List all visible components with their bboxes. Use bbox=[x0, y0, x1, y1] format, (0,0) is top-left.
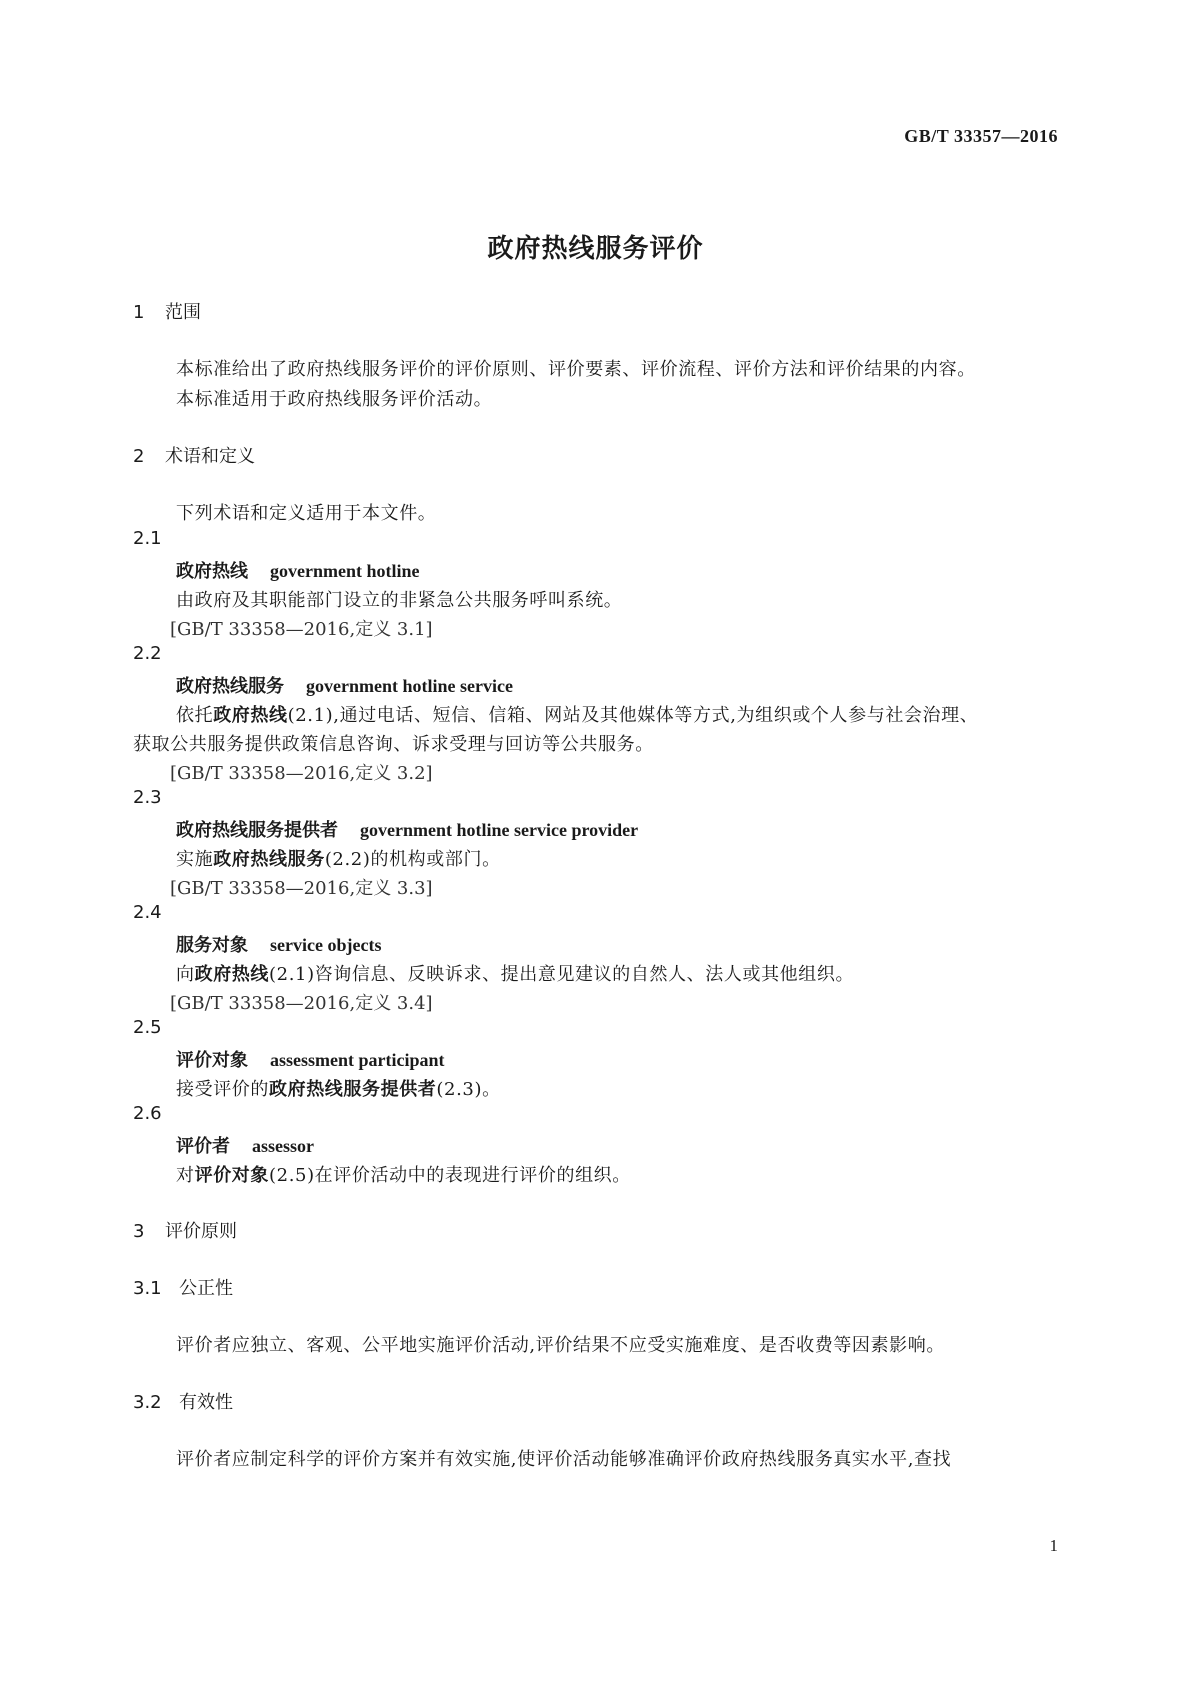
subsection-number: 3.1 bbox=[133, 1278, 162, 1299]
section-title: 评价原则 bbox=[165, 1221, 237, 1242]
term-definition-continued: 获取公共服务提供政策信息咨询、诉求受理与回访等公共服务。 bbox=[133, 734, 654, 755]
section-3-heading bbox=[133, 1217, 237, 1243]
term-entry bbox=[176, 931, 381, 957]
term-crossref: 政府热线服务提供者 bbox=[269, 1079, 437, 1100]
subsection-number: 3.2 bbox=[133, 1392, 162, 1413]
term-reference: [GB/T 33358—2016,定义 3.1] bbox=[170, 619, 433, 640]
term-definition bbox=[176, 1161, 631, 1187]
subsection-3-2-heading bbox=[133, 1388, 233, 1414]
clause-number: 2.3 bbox=[133, 787, 162, 808]
term-crossref: 评价对象 bbox=[194, 1165, 270, 1186]
clause-number: 2.6 bbox=[133, 1103, 162, 1124]
term-en: government hotline service provider bbox=[360, 820, 639, 840]
term-reference: [GB/T 33358—2016,定义 3.2] bbox=[170, 763, 433, 784]
term-reference: [GB/T 33358—2016,定义 3.4] bbox=[170, 993, 433, 1014]
term-definition bbox=[176, 701, 978, 727]
text: 向 bbox=[176, 964, 195, 985]
text: (2.3)。 bbox=[436, 1079, 501, 1100]
term-en: assessment participant bbox=[270, 1050, 445, 1070]
page-number: 1 bbox=[1049, 1536, 1058, 1555]
paragraph: 评价者应独立、客观、公平地实施评价活动,评价结果不应受实施难度、是否收费等因素影响。 bbox=[176, 1335, 945, 1356]
section-number: 2 bbox=[133, 446, 145, 467]
term-definition bbox=[176, 1075, 501, 1101]
term-crossref: 政府热线 bbox=[213, 705, 288, 726]
term-zh: 评价对象 bbox=[176, 1050, 248, 1071]
section-title: 术语和定义 bbox=[165, 446, 255, 467]
term-en: assessor bbox=[252, 1136, 314, 1156]
section-number: 3 bbox=[133, 1221, 145, 1242]
text: (2.1)咨询信息、反映诉求、提出意见建议的自然人、法人或其他组织。 bbox=[269, 964, 855, 985]
clause-number: 2.5 bbox=[133, 1017, 162, 1038]
term-entry bbox=[176, 1132, 314, 1158]
term-reference: [GB/T 33358—2016,定义 3.3] bbox=[170, 878, 433, 899]
section-2-heading bbox=[133, 442, 255, 468]
term-entry bbox=[176, 557, 419, 583]
section-title: 范围 bbox=[165, 302, 201, 323]
term-definition bbox=[176, 845, 501, 871]
term-zh: 政府热线 bbox=[176, 561, 248, 582]
term-crossref: 政府热线服务 bbox=[213, 849, 325, 870]
term-entry bbox=[176, 816, 638, 842]
term-en: service objects bbox=[270, 935, 382, 955]
subsection-3-1-heading bbox=[133, 1274, 233, 1300]
section-number: 1 bbox=[133, 302, 145, 323]
document-title: 政府热线服务评价 bbox=[487, 234, 704, 264]
paragraph: 评价者应制定科学的评价方案并有效实施,使评价活动能够准确评价政府热线服务真实水平,查找 bbox=[176, 1449, 952, 1470]
subsection-title: 有效性 bbox=[179, 1392, 233, 1413]
text: 对 bbox=[176, 1165, 195, 1186]
term-en: government hotline bbox=[270, 561, 420, 581]
paragraph: 本标准给出了政府热线服务评价的评价原则、评价要素、评价流程、评价方法和评价结果的内容。 bbox=[176, 359, 976, 380]
text: 接受评价的 bbox=[176, 1079, 269, 1100]
text: (2.5)在评价活动中的表现进行评价的组织。 bbox=[269, 1165, 631, 1186]
subsection-title: 公正性 bbox=[179, 1278, 233, 1299]
paragraph: 下列术语和定义适用于本文件。 bbox=[176, 503, 437, 524]
standard-code: GB/T 33357—2016 bbox=[904, 126, 1058, 146]
term-entry bbox=[176, 672, 513, 698]
clause-number: 2.1 bbox=[133, 528, 162, 549]
term-zh: 评价者 bbox=[176, 1136, 230, 1157]
term-en: government hotline service bbox=[306, 676, 513, 696]
term-zh: 政府热线服务提供者 bbox=[176, 820, 338, 841]
paragraph: 本标准适用于政府热线服务评价活动。 bbox=[176, 389, 493, 410]
text: 依托 bbox=[176, 705, 214, 726]
section-1-heading bbox=[133, 298, 201, 324]
term-zh: 服务对象 bbox=[176, 935, 248, 956]
term-zh: 政府热线服务 bbox=[176, 676, 284, 697]
term-entry bbox=[176, 1046, 445, 1072]
term-definition bbox=[176, 960, 854, 986]
clause-number: 2.4 bbox=[133, 902, 162, 923]
text: (2.1),通过电话、短信、信箱、网站及其他媒体等方式,为组织或个人参与社会治理、 bbox=[287, 705, 979, 726]
clause-number: 2.2 bbox=[133, 643, 162, 664]
text: (2.2)的机构或部门。 bbox=[324, 849, 501, 870]
term-definition: 由政府及其职能部门设立的非紧急公共服务呼叫系统。 bbox=[176, 590, 623, 611]
text: 实施 bbox=[176, 849, 214, 870]
term-crossref: 政府热线 bbox=[194, 964, 270, 985]
